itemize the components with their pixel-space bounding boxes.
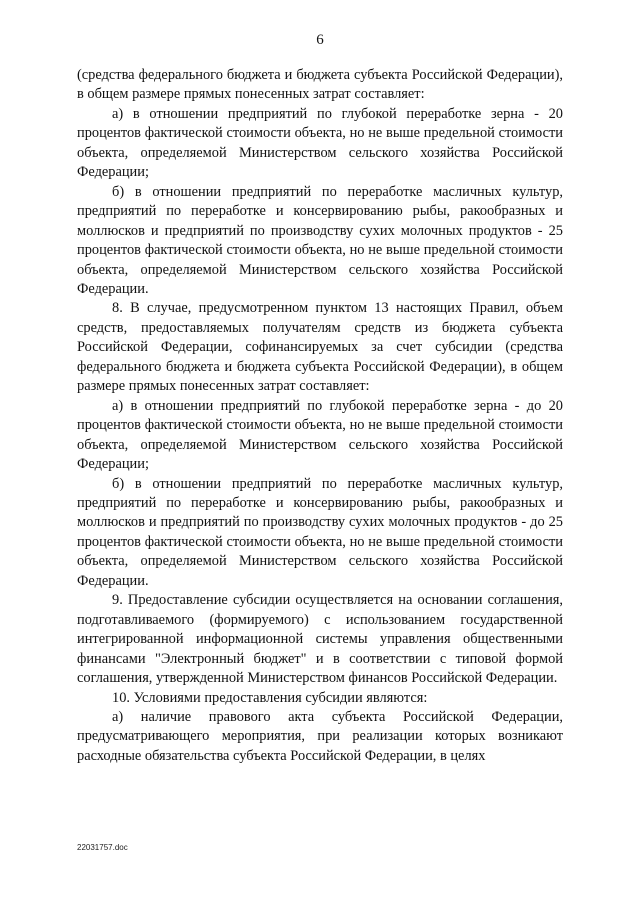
paragraph-8b: б) в отношении предприятий по переработке масличных культур, предприятий по переработке и консервированию рыбы, ракообразных и моллюсков и предприятий по производству сухих молочных продуктов - до 25 процентов фактической стоимости объекта, но не выше предельной стоимости объекта, определяемой Министерством сельского хозяйства Российской Федерации.	[77, 475, 563, 589]
paragraph-10a: а) наличие правового акта субъекта Российской Федерации, предусматривающего мероприятия, при реализации которых возникают расходные обязательства субъекта Российской Федерации, в целях	[77, 708, 563, 764]
paragraph-10: 10. Условиями предоставления субсидии являются:	[112, 689, 428, 706]
paragraph-continuation: (средства федерального бюджета и бюджета субъекта Российской Федерации), в общем размере прямых понесенных затрат составляет:	[77, 67, 563, 103]
paragraph-7a: а) в отношении предприятий по глубокой переработке зерна - 20 процентов фактической стоимости объекта, но не выше предельной стоимости объекта, определяемой Министерством сельского хозяйства Российской Федерации;	[77, 105, 563, 181]
paragraph-9: 9. Предоставление субсидии осуществляется на основании соглашения, подготавливаемого (формируемого) с использованием государственной интегрированной информационной системы управления общественными финансами "Электронный бюджет" и в соответствии с типовой формой соглашения, утвержденной Министерством финансов Российской Федерации.	[77, 592, 563, 687]
document-body	[77, 66, 563, 766]
paragraph-7b: б) в отношении предприятий по переработке масличных культур, предприятий по переработке и консервированию рыбы, ракообразных и моллюсков и предприятий по производству сухих молочных продуктов - 25 процентов фактической стоимости объекта, но не выше предельной стоимости объекта, определяемой Министерством сельского хозяйства Российской Федерации.	[77, 183, 563, 297]
paragraph-8: 8. В случае, предусмотренном пунктом 13 настоящих Правил, объем средств, предоставляемых получателям средств из бюджета субъекта Российской Федерации, софинансируемых за счет субсидии (средства федерального бюджета и бюджета субъекта Российской Федерации), в общем размере прямых понесенных затрат составляет:	[77, 300, 563, 395]
page-number: 6	[316, 32, 324, 48]
document-code: 22031757.doc	[77, 843, 128, 852]
paragraph-8a: а) в отношении предприятий по глубокой переработке зерна - до 20 процентов фактической стоимости объекта, но не выше предельной стоимости объекта, определяемой Министерством сельского хозяйства Российской Федерации;	[77, 397, 563, 473]
